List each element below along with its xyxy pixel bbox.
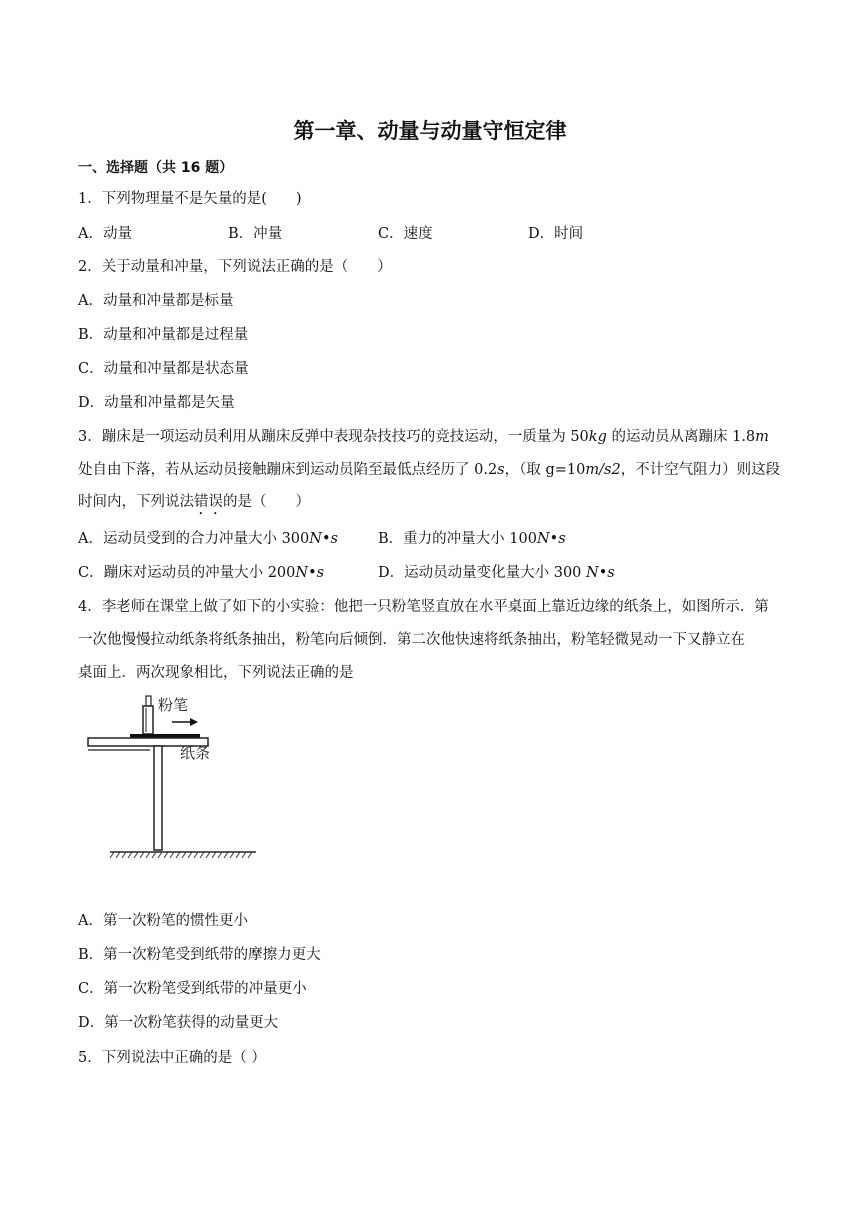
question-3-option-a: [78, 529, 338, 549]
unit-s: s: [497, 462, 505, 478]
option-text: B．重力的冲量大小 100: [378, 531, 537, 547]
unit: N•s: [309, 531, 338, 547]
question-1-option-a: A．动量: [78, 226, 132, 242]
question-2-option-c: C．动量和冲量都是状态量: [78, 361, 249, 377]
question-1-option-b: B．冲量: [228, 226, 283, 242]
question-4-line-1: 4．李老师在课堂上做了如下的小实验：他把一只粉笔竖直放在水平桌面上靠近边缘的纸条上，如图所示．第: [78, 599, 769, 615]
text-run: 的运动员从离蹦床 1.8: [606, 429, 756, 445]
text-run: ，（取 g=10: [504, 462, 586, 478]
question-2-stem: 2．关于动量和冲量，下列说法正确的是（ ）: [78, 259, 392, 275]
question-3-line-1: [78, 427, 769, 447]
question-4-option-c: C．第一次粉笔受到纸带的冲量更小: [78, 981, 307, 997]
question-3-line-3: [78, 492, 310, 518]
unit-m: m: [755, 429, 769, 445]
text-run: 时间内，下列说法: [78, 494, 194, 510]
table-leg: [154, 746, 162, 850]
chalk-top: [146, 696, 151, 706]
question-2-option-b: B．动量和冲量都是过程量: [78, 327, 249, 343]
question-4-line-2: 一次他慢慢拉动纸条将纸条抽出，粉笔向后倾倒．第二次他快速将纸条抽出，粉笔轻微晃动一下又静立在: [78, 632, 745, 648]
question-3-option-c: [78, 563, 324, 583]
option-text: C．蹦床对运动员的冲量大小 200: [78, 565, 296, 581]
question-3-option-d: [378, 563, 615, 583]
chalk-paper-figure: [80, 692, 270, 862]
option-text: D．运动员动量变化量大小 300: [378, 565, 587, 581]
question-2-option-d: D．动量和冲量都是矢量: [78, 395, 235, 411]
ground-hatch: [110, 852, 252, 858]
question-3-line-2: [78, 460, 780, 480]
question-1-option-d: D．时间: [528, 226, 584, 242]
chapter-title: 第一章、动量与动量守恒定律: [293, 119, 567, 143]
chalk-icon: [143, 706, 153, 734]
text-run: 的是（ ）: [223, 494, 310, 510]
unit: N•s: [536, 531, 566, 547]
question-5-stem: 5．下列说法中正确的是（ ）: [78, 1050, 266, 1066]
text-run: ，不计空气阻力）则这段: [620, 462, 781, 478]
arrow-right-icon: [190, 718, 198, 726]
unit-acceleration: m/s2: [585, 462, 621, 478]
unit: N•s: [586, 565, 615, 581]
emphasis-text: 错误: [194, 494, 223, 510]
question-4-option-a: A．第一次粉笔的惯性更小: [78, 913, 248, 929]
chalk-label: 粉笔: [158, 696, 189, 714]
question-4-line-3: 桌面上．两次现象相比，下列说法正确的是: [78, 665, 354, 681]
question-3-option-b: [378, 529, 566, 549]
text-run: 3．蹦床是一项运动员利用从蹦床反弹中表现杂技技巧的竞技运动，一质量为 50: [78, 429, 589, 445]
text-run: 处自由下落，若从运动员接触蹦床到运动员陷至最低点经历了 0.2: [78, 462, 498, 478]
option-text: A．运动员受到的合力冲量大小 300: [78, 531, 310, 547]
unit: N•s: [295, 565, 325, 581]
question-4-option-d: D．第一次粉笔获得的动量更大: [78, 1015, 279, 1031]
paper-label: 纸条: [180, 744, 211, 762]
question-1-option-c: C．速度: [378, 226, 433, 242]
question-2-option-a: A．动量和冲量都是标量: [78, 293, 234, 309]
unit-kg: kg: [588, 429, 607, 445]
section-heading: 一、选择题（共 16 题）: [78, 160, 234, 176]
question-1-stem: 1．下列物理量不是矢量的是( ): [78, 191, 302, 207]
question-4-option-b: B．第一次粉笔受到纸带的摩擦力更大: [78, 947, 321, 963]
